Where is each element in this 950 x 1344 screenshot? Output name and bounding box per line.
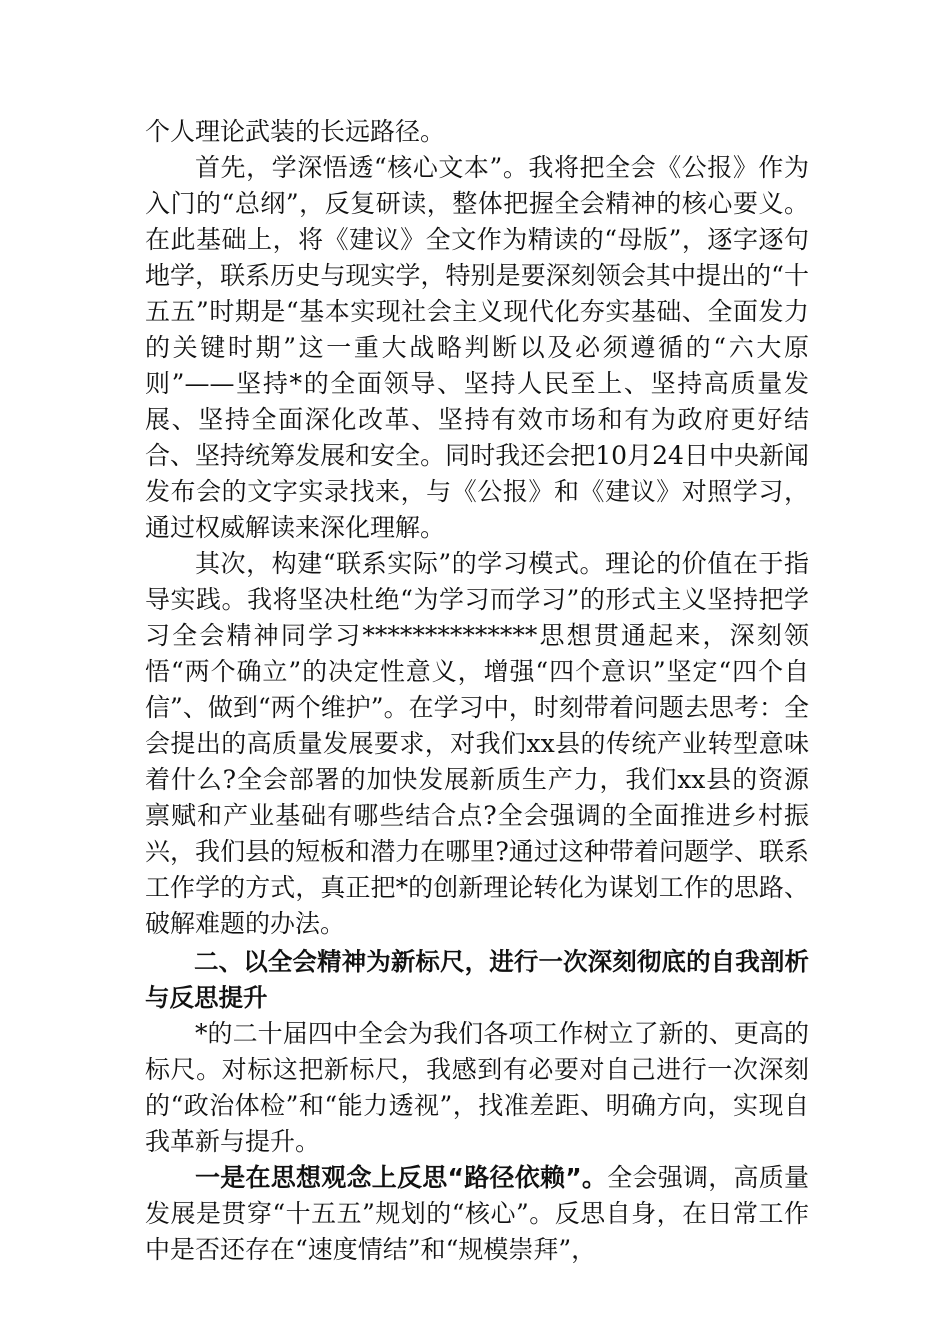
paragraph-practice-model: 其次，构建“联系实际”的学习模式。理论的价值在于指导实践。我将坚决杜绝“为学习而学习”的形式主义坚持把学习全会精神同学习**************思想贯通起来，深刻领悟“两个确立”的决定性意义，增强“四个意识”坚定“四个自信”、做到“两个维护”。在学习中，时刻带着问题去思考：全会提出的高质量发展要求，对我们xx县的传统产业转型意味着什么?全会部署的加快发展新质生产力，我们xx县的资源禀赋和产业基础有哪些结合点?全会强调的全面推进乡村振兴，我们县的短板和潜力在哪里?通过这种带着问题学、联系工作学的方式，真正把*的创新理论转化为谋划工作的思路、破解难题的办法。 [145,549,809,938]
paragraph-continuation: 个人理论武装的长远路径。 [145,117,446,146]
section-heading-two: 二、以全会精神为新标尺，进行一次深刻彻底的自我剖析与反思提升 [145,947,809,1012]
document-page [145,114,809,1268]
paragraph-self-analysis: *的二十届四中全会为我们各项工作树立了新的、更高的标尺。对标这把新标尺，我感到有必要对自己进行一次深刻的“政治体检”和“能力透视”，找准差距、明确方向，实现自我革新与提升。 [145,1019,809,1156]
paragraph-path-dependence [145,1160,809,1268]
paragraph-body: 全会强调，高质量发展是贯穿“十五五”规划的“核心”。反思自身，在日常工作中是否还存在“速度情结”和“规模崇拜”， [145,1163,809,1264]
paragraph-lead-bold: 一是在思想观念上反思“路径依赖”。 [195,1163,608,1192]
paragraph-core-text: 首先，学深悟透“核心文本”。我将把全会《公报》作为入门的“总纲”，反复研读，整体把握全会精神的核心要义。在此基础上，将《建议》全文作为精读的“母版”，逐字逐句地学，联系历史与现实学，特别是要深刻领会其中提出的“十五五”时期是“基本实现社会主义现代化夯实基础、全面发力的关键时期”这一重大战略判断以及必须遵循的“六大原则”——坚持*的全面领导、坚持人民至上、坚持高质量发展、坚持全面深化改革、坚持有效市场和有为政府更好结合、坚持统筹发展和安全。同时我还会把10月24日中央新闻发布会的文字实录找来，与《公报》和《建议》对照学习，通过权威解读来深化理解。 [145,153,809,542]
